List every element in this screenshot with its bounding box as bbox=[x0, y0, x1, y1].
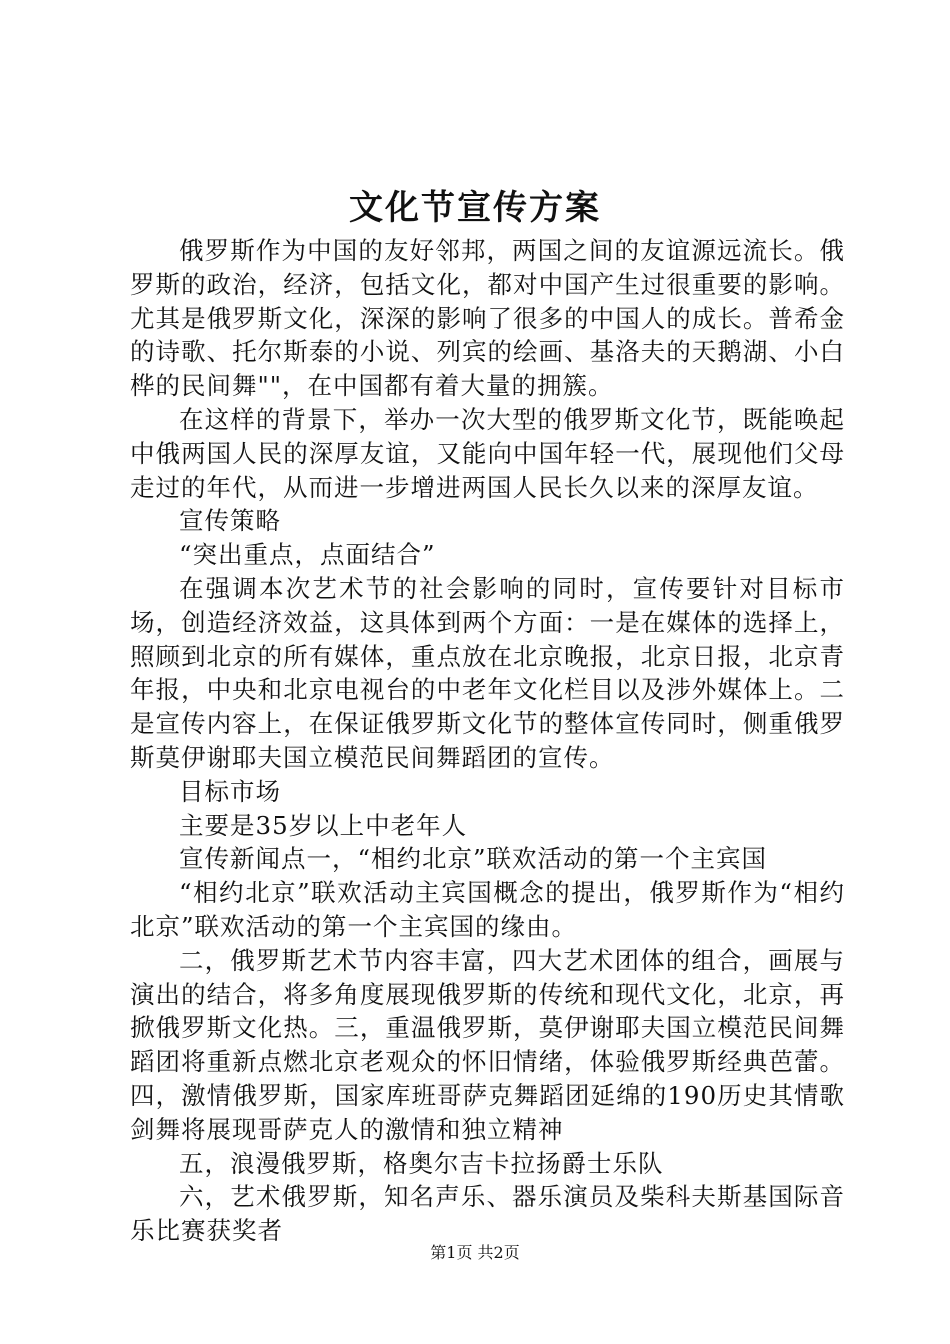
paragraph-background: 在这样的背景下，举办一次大型的俄罗斯文化节，既能唤起中俄两国人民的深厚友谊，又能向中国年轻一代，展现他们父母走过的年代，从而进一步增进两国人民长久以来的深厚友谊。 bbox=[130, 404, 845, 502]
heading-strategy: 宣传策略 bbox=[179, 506, 281, 536]
document-body bbox=[130, 234, 845, 1248]
news-point-five: 五，浪漫俄罗斯，格奥尔吉卡拉扬爵士乐队 bbox=[179, 1148, 664, 1178]
news-point-one: 宣传新闻点一，“相约北京”联欢活动的第一个主宾国 bbox=[179, 844, 768, 874]
paragraph-intro: 俄罗斯作为中国的友好邻邦，两国之间的友谊源远流长。俄罗斯的政治，经济，包括文化，都对中国产生过很重要的影响。尤其是俄罗斯文化，深深的影响了很多的中国人的成长。普希金的诗歌、托尔斯泰的小说、列宾的绘画、基洛夫的天鹅湖、小白桦的民间舞""，在中国都有着大量的拥簇。 bbox=[130, 236, 845, 401]
news-point-six: 六，艺术俄罗斯，知名声乐、器乐演员及柴科夫斯基国际音乐比赛获奖者 bbox=[130, 1182, 845, 1246]
document-title: 文化节宣传方案 bbox=[349, 188, 601, 228]
page-footer: 第1页 共2页 bbox=[430, 1243, 520, 1262]
paragraph-strategy-detail: 在强调本次艺术节的社会影响的同时，宣传要针对目标市场，创造经济效益，这具体到两个方面：一是在媒体的选择上，照顾到北京的所有媒体，重点放在北京晚报，北京日报，北京青年报，中央和北京电视台的中老年文化栏目以及涉外媒体上。二是宣传内容上，在保证俄罗斯文化节的整体宣传同时，侧重俄罗斯莫伊谢耶夫国立模范民间舞蹈团的宣传。 bbox=[130, 573, 845, 772]
heading-target-market: 目标市场 bbox=[179, 776, 281, 806]
news-points-two-to-four: 二，俄罗斯艺术节内容丰富，四大艺术团体的组合，画展与演出的结合，将多角度展现俄罗斯的传统和现代文化，北京，再掀俄罗斯文化热。三，重温俄罗斯，莫伊谢耶夫国立模范民间舞蹈团将重新点燃北京老观众的怀旧情绪，体验俄罗斯经典芭蕾。四，激情俄罗斯，国家库班哥萨克舞蹈团延绵的190历史其情歌剑舞将展现哥萨克人的激情和独立精神 bbox=[130, 945, 845, 1144]
target-market-detail: 主要是35岁以上中老年人 bbox=[179, 810, 468, 840]
news-point-one-detail: “相约北京”联欢活动主宾国概念的提出，俄罗斯作为“相约北京”联欢活动的第一个主宾国的缘由。 bbox=[130, 878, 845, 941]
strategy-slogan: “突出重点，点面结合” bbox=[179, 540, 436, 570]
